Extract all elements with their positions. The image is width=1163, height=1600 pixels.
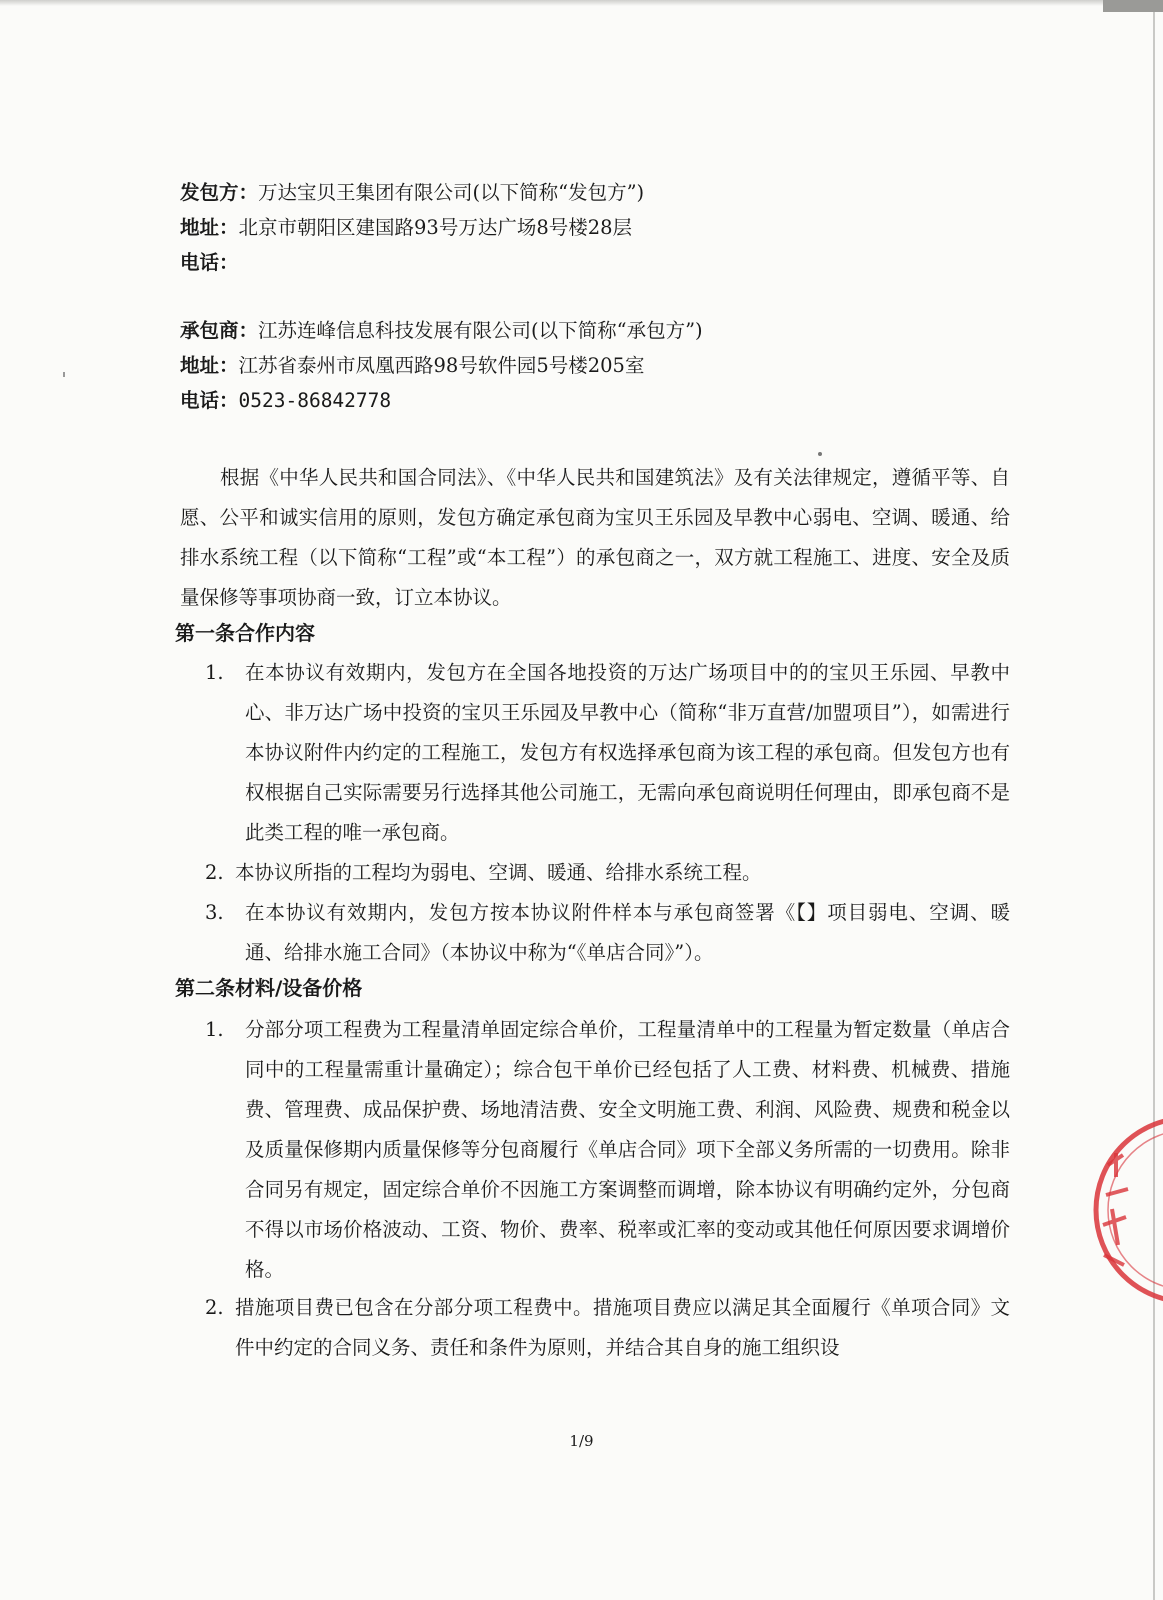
scan-corner-mark: [1103, 0, 1163, 12]
article2-heading: 第二条材料/设备价格: [175, 976, 363, 1000]
article1-heading: 第一条合作内容: [175, 621, 315, 645]
subcontractor-role-label: 承包商：: [180, 319, 259, 342]
article1-item-3-number: 3.: [205, 901, 224, 924]
scan-speck: [818, 452, 822, 456]
subcontractor-address-line: [180, 348, 703, 383]
article1-item-2: [205, 853, 1010, 893]
article1-item-1: [205, 653, 1010, 853]
contractor-name: 万达宝贝王集团有限公司(以下简称“发包方”): [258, 181, 645, 204]
subcontractor-party-block: [180, 313, 703, 418]
contractor-address: 北京市朝阳区建国路93号万达广场8号楼28层: [238, 216, 633, 239]
article2-item-1-text: 分部分项工程费为工程量清单固定综合单价，工程量清单中的工程量为暂定数量（单店合同中的工程量需重计量确定）；综合包干单价已经包括了人工费、材料费、机械费、措施费、管理费、成品保护费、场地清洁费、安全文明施工费、利润、风险费、规费和税金以及质量保修期内质量保修等分包商履行《单店合同》项下全部义务所需的一切费用。除非合同另有规定，固定综合单价不因施工方案调整而调增，除本协议有明确约定外，分包商不得以市场价格波动、工资、物价、费率、税率或汇率的变动或其他任何原因要求调增价格。: [245, 1018, 1010, 1281]
company-seal-stamp: [1088, 1105, 1163, 1315]
seal-outer-ring: [1096, 1118, 1163, 1302]
subcontractor-phone: 0523-86842778: [238, 389, 392, 412]
scan-edge-right: [1153, 0, 1155, 1600]
contractor-phone-line: [180, 245, 644, 280]
article1-item-2-number: 2.: [205, 861, 224, 884]
scan-mark: [63, 372, 65, 377]
subcontractor-address-label: 地址：: [180, 354, 239, 377]
subcontractor-phone-label: 电话：: [180, 389, 239, 412]
article2-item-1: [205, 1010, 1010, 1290]
subcontractor-name-line: [180, 313, 703, 348]
contractor-phone-label: 电话：: [180, 251, 239, 274]
contractor-name-line: [180, 175, 644, 210]
article1-item-3: [205, 893, 1010, 973]
article1-item-1-text: 在本协议有效期内，发包方在全国各地投资的万达广场项目中的的宝贝王乐园、早教中心、非万达广场中投资的宝贝王乐园及早教中心（简称“非万直营/加盟项目”），如需进行本协议附件内约定的工程施工，发包方有权选择承包商为该工程的承包商。但发包方也有权根据自己实际需要另行选择其他公司施工，无需向承包商说明任何理由，即承包商不是此类工程的唯一承包商。: [245, 661, 1010, 844]
article2-item-2: [205, 1288, 1010, 1368]
article2-item-2-text: 措施项目费已包含在分部分项工程费中。措施项目费应以满足其全面履行《单项合同》文件中约定的合同义务、责任和条件为原则，并结合其自身的施工组织设: [235, 1296, 1010, 1359]
contractor-role-label: 发包方：: [180, 181, 259, 204]
article1-item-3-text: 在本协议有效期内，发包方按本协议附件样本与承包商签署《【】项目弱电、空调、暖通、给排水施工合同》（本协议中称为“《单店合同》”）。: [245, 901, 1010, 964]
contractor-address-line: [180, 210, 644, 245]
subcontractor-address: 江苏省泰州市凤凰西路98号软件园5号楼205室: [238, 354, 645, 377]
article2-item-2-number: 2.: [205, 1296, 224, 1319]
subcontractor-phone-line: [180, 383, 703, 418]
article2-item-1-number: 1.: [205, 1018, 224, 1041]
preamble-paragraph: 根据《中华人民共和国合同法》、《中华人民共和国建筑法》及有关法律规定，遵循平等、自愿、公平和诚实信用的原则，发包方确定承包商为宝贝王乐园及早教中心弱电、空调、暖通、给排水系统工程（以下简称“工程”或“本工程”）的承包商之一，双方就工程施工、进度、安全及质量保修等事项协商一致，订立本协议。: [180, 466, 1010, 609]
page-number: 1/9: [569, 1432, 594, 1450]
article1-item-1-number: 1.: [205, 661, 224, 684]
contractor-address-label: 地址：: [180, 216, 239, 239]
subcontractor-name: 江苏连峰信息科技发展有限公司(以下简称“承包方”): [258, 319, 703, 342]
contractor-party-block: [180, 175, 644, 280]
scan-edge-top: [0, 0, 1163, 6]
article1-item-2-text: 本协议所指的工程均为弱电、空调、暖通、给排水系统工程。: [235, 861, 762, 884]
